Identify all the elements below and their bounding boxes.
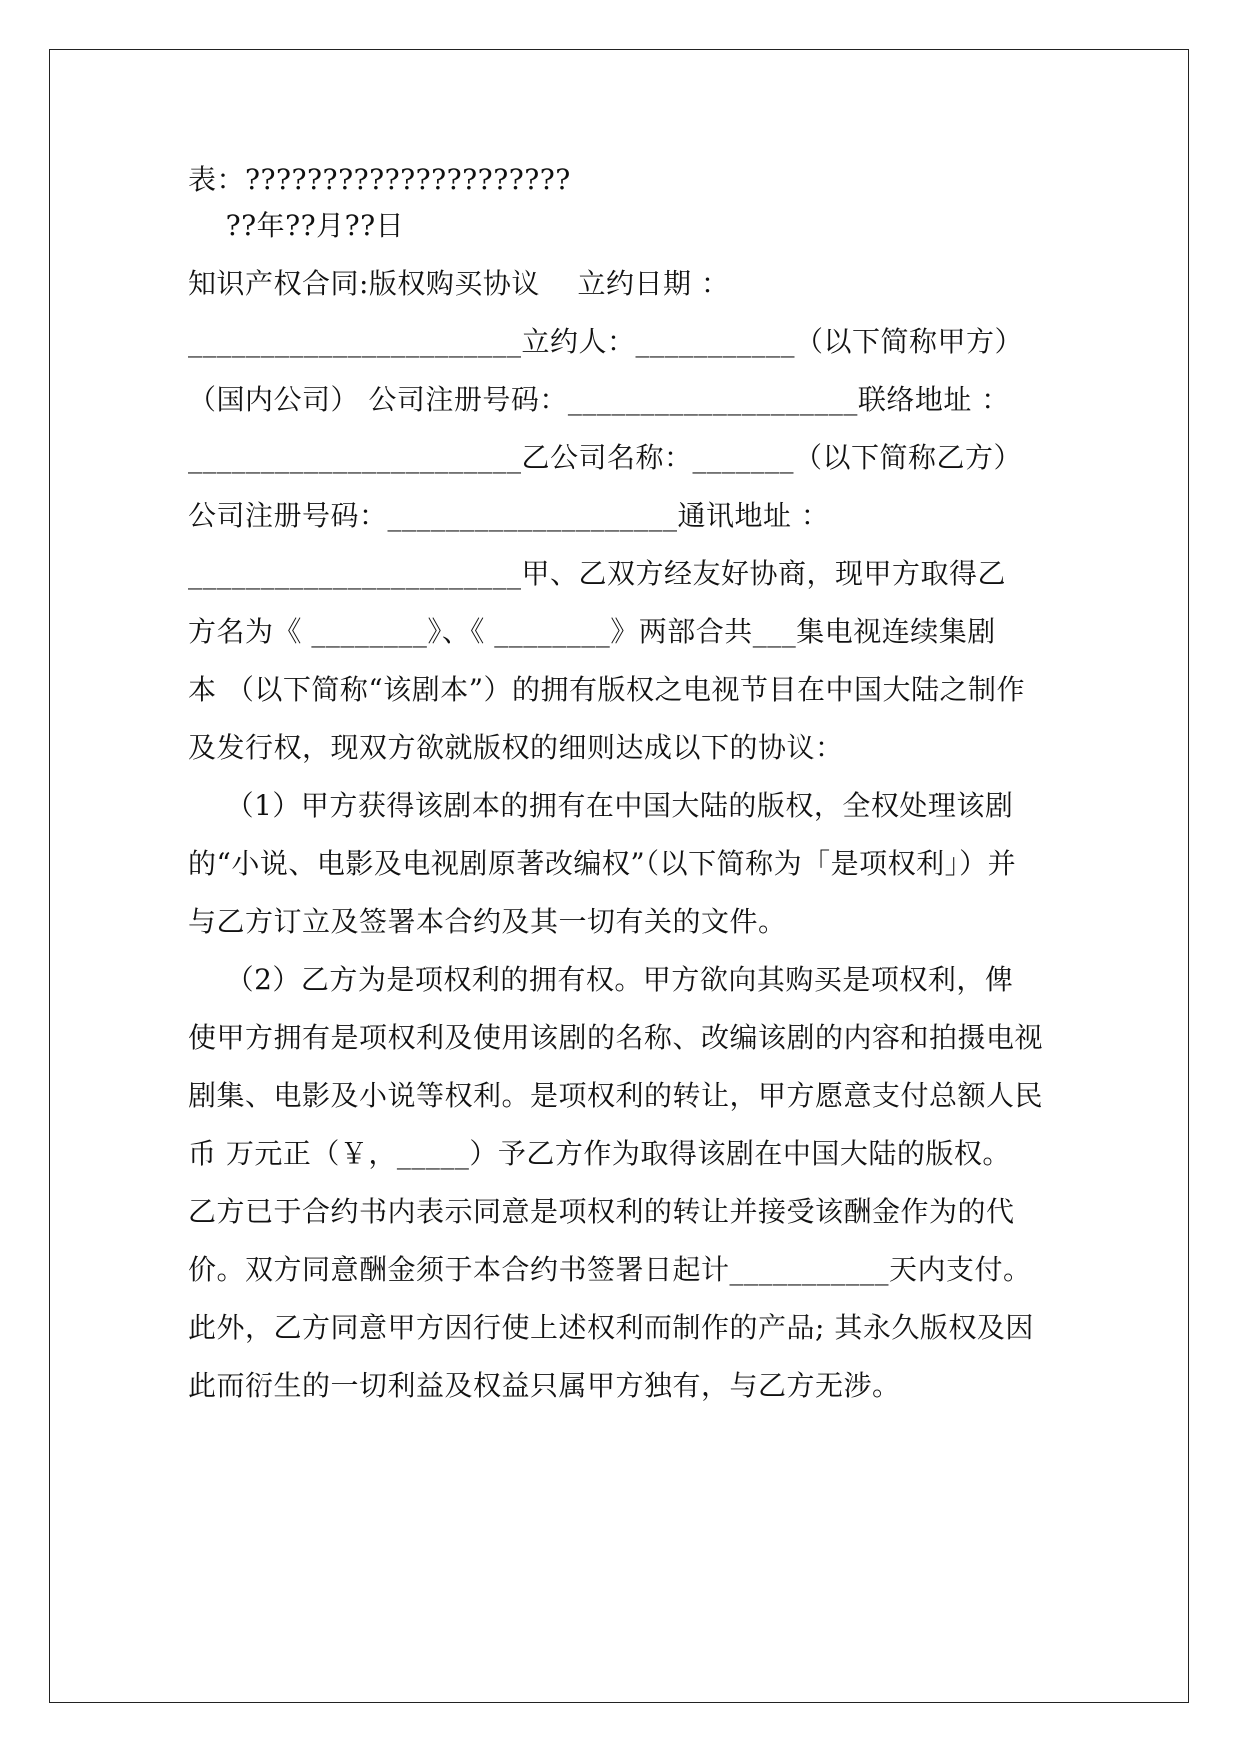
text-line: 使甲方拥有是项权利及使用该剧的名称、改编该剧的内容和拍摄电视 — [188, 1021, 1044, 1054]
text-line: 价。双方同意酬金须于本合约书签署日起计___________天内支付。 — [188, 1253, 1032, 1286]
text-line: _______________________乙公司名称：_______（以下简称乙方） — [188, 441, 1023, 474]
text-line: 的“小说、电影及电视剧原著改编权”（以下简称为「是项权利」）并 — [188, 847, 1017, 880]
text-line: _______________________立约人：___________（以下简称甲方） — [188, 325, 1024, 358]
text-line: 方名为《 ________》、《 ________》两部合共___集电视连续集剧 — [188, 615, 996, 648]
text-line: 此而衍生的一切利益及权益只属甲方独有，与乙方无涉。 — [188, 1369, 901, 1402]
text-line: 此外，乙方同意甲方因行使上述权利而制作的产品; 其永久版权及因 — [188, 1311, 1034, 1344]
text-line: 剧集、电影及小说等权利。是项权利的转让，甲方愿意支付总额人民 — [188, 1079, 1044, 1112]
text-line: 公司注册号码：____________________通讯地址 ： — [188, 499, 830, 532]
text-line: 知识产权合同:版权购买协议 立约日期 ： — [188, 267, 730, 300]
text-line: 表：????????????????????? — [188, 163, 571, 196]
text-line: （2）乙方为是项权利的拥有权。甲方欲向其购买是项权利，俾 — [188, 963, 1014, 996]
text-line: 与乙方订立及签署本合约及其一切有关的文件。 — [188, 905, 787, 938]
text-line: 币 万元正（￥，_____）予乙方作为取得该剧在中国大陆的版权。 — [188, 1137, 1011, 1170]
text-line: 乙方已于合约书内表示同意是项权利的转让并接受该酬金作为的代 — [188, 1195, 1015, 1228]
text-line: ??年??月??日 — [188, 209, 405, 242]
text-line: 及发行权，现双方欲就版权的细则达成以下的协议： — [188, 731, 844, 764]
text-line: （1）甲方获得该剧本的拥有在中国大陆的版权，全权处理该剧 — [188, 789, 1014, 822]
text-line: （国内公司） 公司注册号码：____________________联络地址 ： — [188, 383, 1010, 416]
text-line: 本 （以下简称“该剧本”）的拥有版权之电视节目在中国大陆之制作 — [188, 673, 1026, 706]
text-line: _______________________甲、乙双方经友好协商，现甲方取得乙 — [188, 557, 1007, 590]
